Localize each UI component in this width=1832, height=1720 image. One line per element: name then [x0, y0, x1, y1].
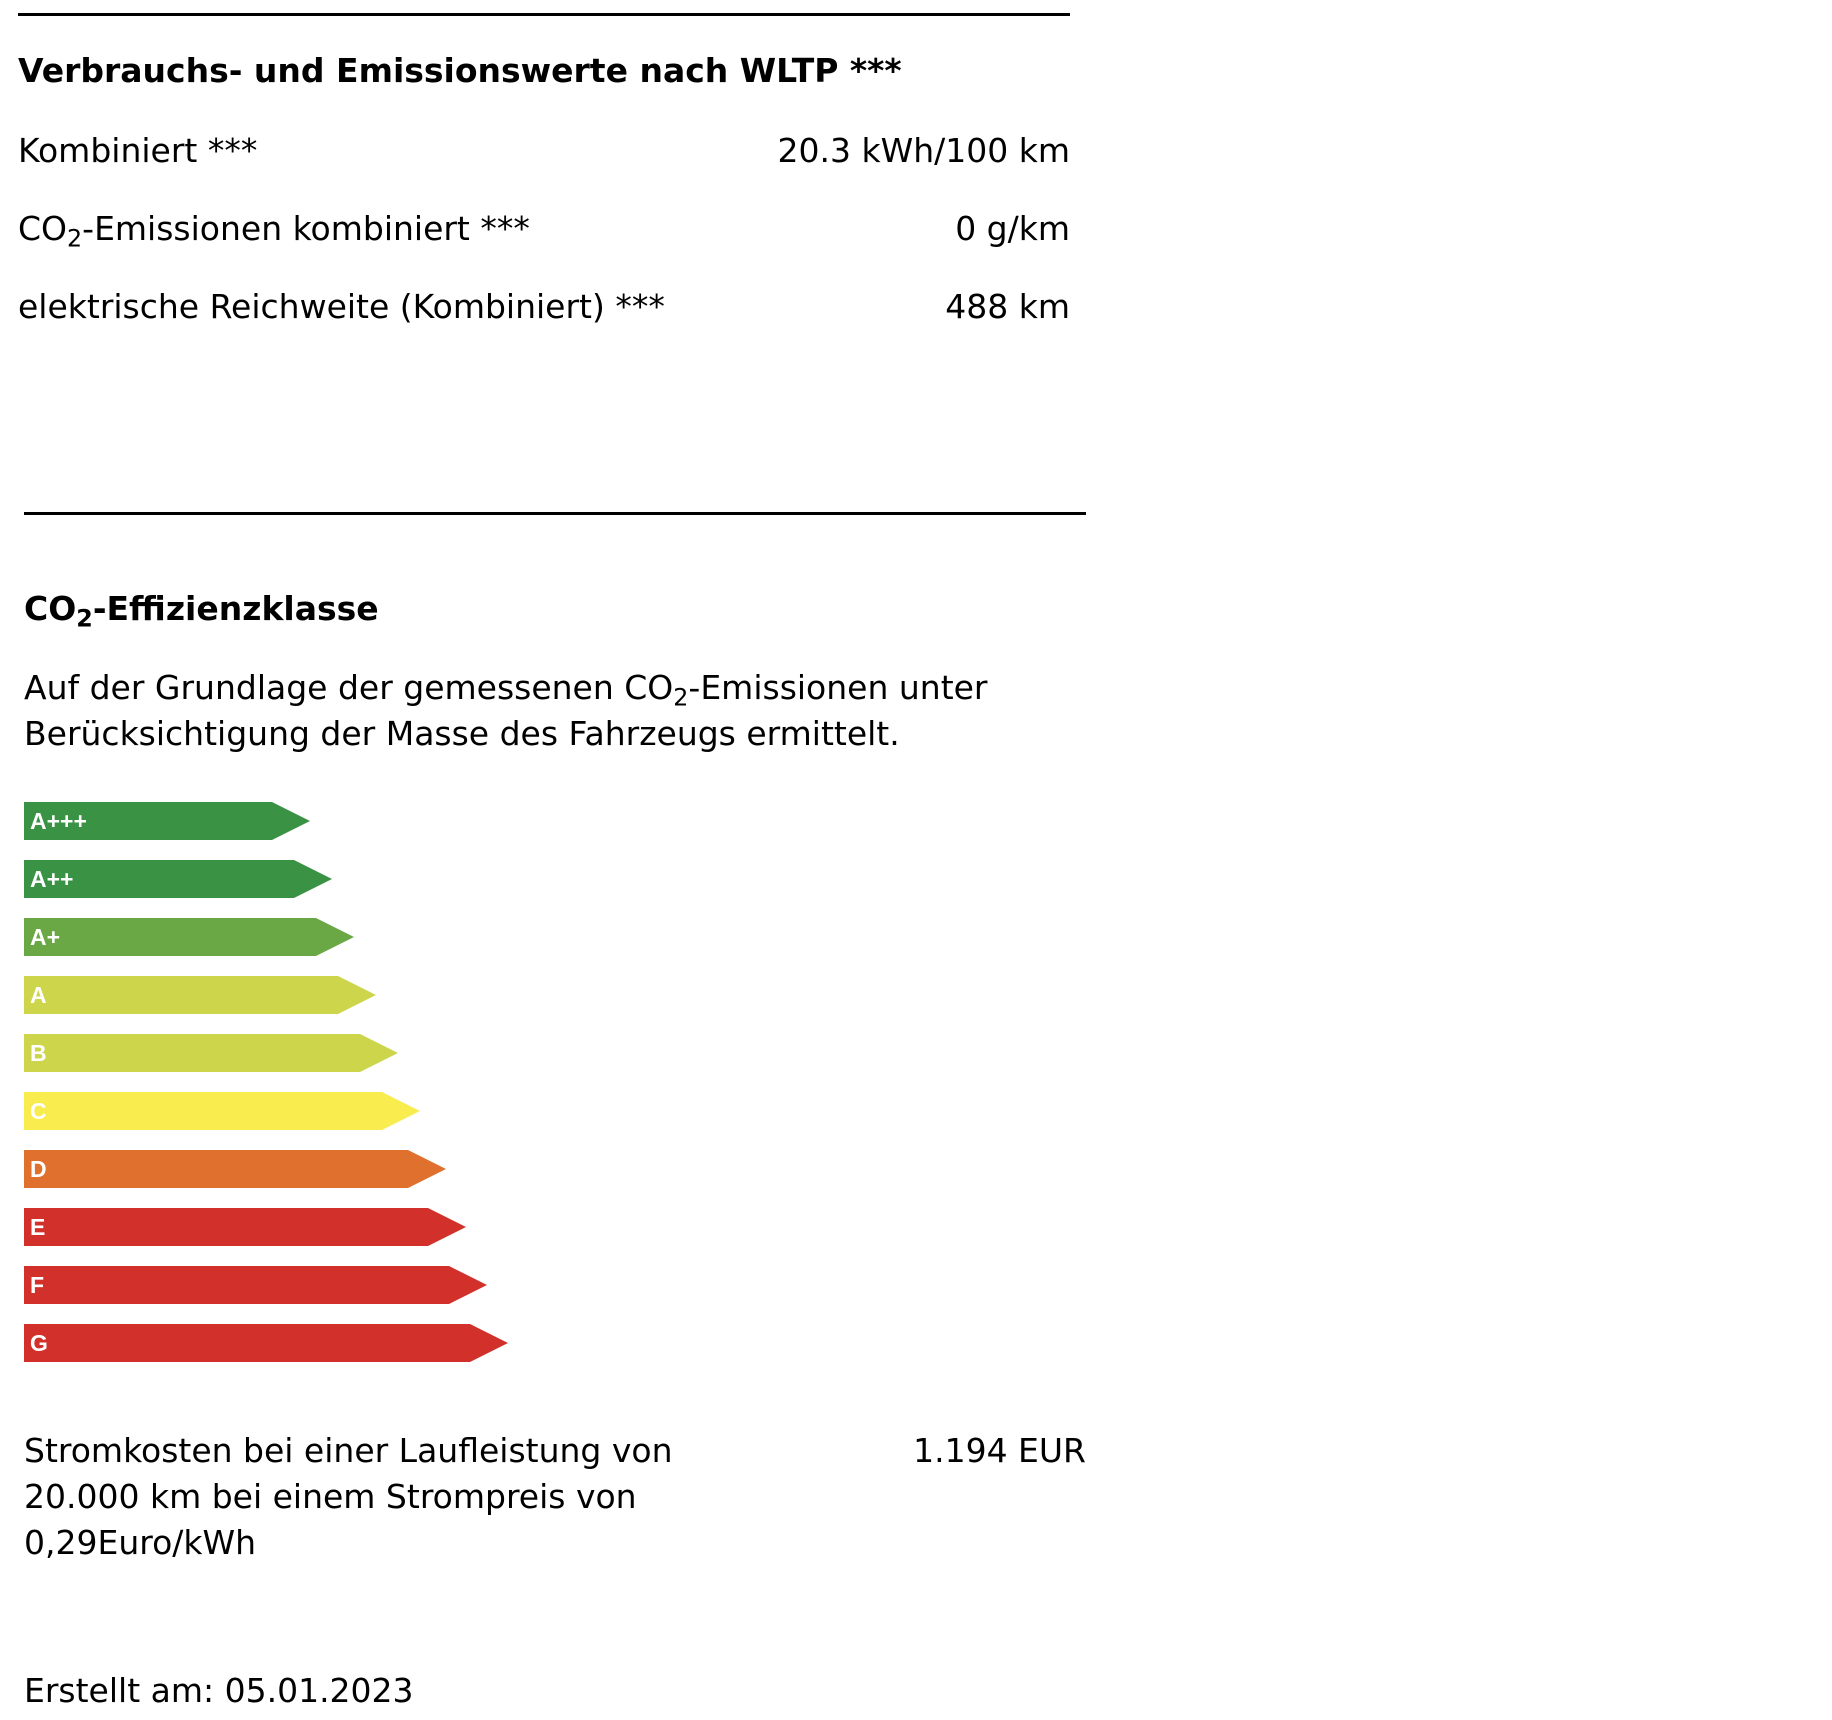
- top-divider: [18, 13, 1070, 16]
- efficiency-heading: [24, 586, 379, 632]
- efficiency-class-f: [24, 1266, 487, 1304]
- row-label-co2: [18, 206, 530, 252]
- eff-heading-sub: 2: [76, 604, 93, 633]
- row-value-combined: 20.3 kWh/100 km: [777, 131, 1070, 170]
- arrow-bar-shape: [24, 1034, 398, 1072]
- co2-label-sub: 2: [67, 224, 83, 253]
- efficiency-class-label: A+++: [30, 808, 87, 834]
- efficiency-class-label: A+: [30, 924, 61, 950]
- efficiency-class-label: B: [30, 1040, 47, 1066]
- co2-label-pre: CO: [18, 209, 68, 248]
- efficiency-class-e: [24, 1208, 466, 1246]
- efficiency-class-d: [24, 1150, 446, 1188]
- eff-desc-line-1: [24, 665, 1024, 711]
- efficiency-class-a2: [24, 860, 332, 898]
- arrow-bar-fill: [24, 1266, 487, 1304]
- arrow-bar-shape: [24, 976, 376, 1014]
- arrow-bar-shape: [24, 1208, 466, 1246]
- efficiency-class-label: F: [30, 1272, 45, 1298]
- arrow-bar-shape: [24, 918, 354, 956]
- arrow-bar-fill: [24, 976, 376, 1014]
- eff-desc-post: -Emissionen unter: [688, 668, 988, 707]
- co2-label-post: -Emissionen kombiniert ***: [82, 209, 530, 248]
- row-value-co2: 0 g/km: [955, 209, 1070, 248]
- efficiency-class-label: A: [30, 982, 47, 1008]
- efficiency-class-c: [24, 1092, 420, 1130]
- cost-line-1: Stromkosten bei einer Laufleistung von: [24, 1431, 673, 1470]
- arrow-bar-fill: [24, 918, 354, 956]
- row-value-range: 488 km: [945, 287, 1070, 326]
- middle-divider: [24, 512, 1086, 515]
- efficiency-class-a1: [24, 918, 354, 956]
- eff-desc-sub: 2: [673, 683, 689, 712]
- arrow-bar-shape: [24, 1150, 446, 1188]
- eff-desc-pre: Auf der Grundlage der gemessenen CO: [24, 668, 674, 707]
- arrow-bar-fill: [24, 1208, 466, 1246]
- efficiency-class-label: A++: [30, 866, 74, 892]
- efficiency-class-label: D: [30, 1156, 47, 1182]
- efficiency-class-label: E: [30, 1214, 46, 1240]
- eff-heading-post: -Effizienzklasse: [92, 589, 379, 628]
- arrow-bar-fill: [24, 1034, 398, 1072]
- efficiency-class-b: [24, 1034, 398, 1072]
- eff-desc-line-2: Berücksichtigung der Masse des Fahrzeugs ermittelt.: [24, 714, 900, 753]
- created-date: Erstellt am: 05.01.2023: [24, 1671, 414, 1710]
- efficiency-description: [24, 665, 1024, 757]
- wltp-heading: Verbrauchs- und Emissionswerte nach WLTP ***: [18, 51, 902, 90]
- electricity-cost-value: 1.194 EUR: [913, 1431, 1086, 1470]
- arrow-bar-fill: [24, 1092, 420, 1130]
- cost-line-2: 20.000 km bei einem Strompreis von: [24, 1477, 637, 1516]
- efficiency-class-label: C: [30, 1098, 47, 1124]
- electricity-cost-text: [24, 1428, 724, 1566]
- efficiency-class-a3: [24, 802, 310, 840]
- arrow-bar-shape: [24, 1324, 508, 1362]
- arrow-bar-shape: [24, 1266, 487, 1304]
- arrow-bar-shape: [24, 1092, 420, 1130]
- efficiency-class-label: G: [30, 1330, 48, 1356]
- efficiency-class-g: [24, 1324, 508, 1362]
- arrow-bar-fill: [24, 1150, 446, 1188]
- eff-heading-pre: CO: [24, 589, 77, 628]
- row-label-combined: Kombiniert ***: [18, 131, 258, 170]
- efficiency-class-a: [24, 976, 376, 1014]
- arrow-bar-fill: [24, 1324, 508, 1362]
- cost-line-3: 0,29Euro/kWh: [24, 1523, 257, 1562]
- row-label-range: elektrische Reichweite (Kombiniert) ***: [18, 287, 665, 326]
